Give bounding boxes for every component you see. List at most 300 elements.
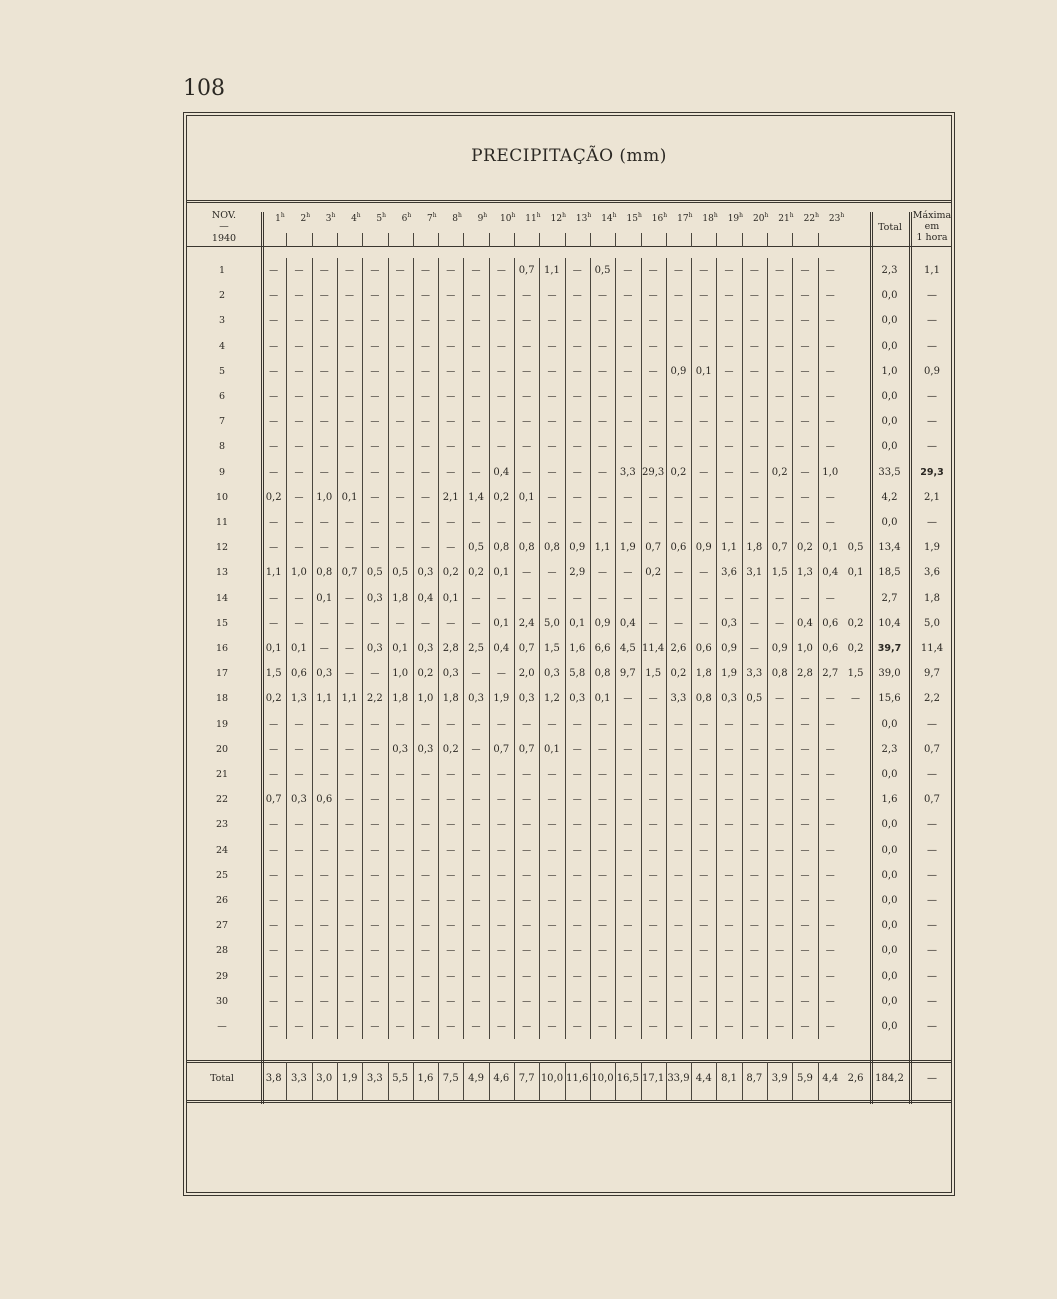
table-cell: — (775, 417, 785, 428)
table-cell: — (496, 971, 506, 982)
table-cell: — (522, 845, 532, 856)
totals-cell: 5,5 (392, 1073, 409, 1084)
table-cell: — (370, 669, 380, 680)
table-cell: — (547, 366, 557, 377)
table-cell: — (496, 366, 506, 377)
table-cell: — (446, 417, 456, 428)
table-cell: — (648, 921, 658, 932)
table-cell: — (395, 442, 405, 453)
table-cell: — (547, 417, 557, 428)
table-cell: 1,9 (619, 542, 636, 554)
table-cell: — (825, 870, 835, 881)
row-total: 2,7 (881, 592, 898, 604)
hour-header: 8$^h$ (452, 212, 462, 224)
table-cell: — (825, 946, 835, 957)
table-cell: — (825, 744, 835, 755)
table-cell: — (749, 770, 759, 780)
table-cell: — (749, 845, 759, 856)
table-cell: — (269, 618, 279, 629)
table-cell: — (269, 744, 279, 755)
table-cell: — (522, 921, 532, 932)
table-cell: — (623, 996, 633, 1007)
table-cell: — (749, 1022, 759, 1032)
row-total: 0,0 (881, 391, 898, 402)
table-cell: 1,4 (468, 491, 484, 503)
table-cell: — (572, 316, 582, 327)
table-cell: — (775, 845, 785, 856)
table-cell: — (294, 845, 304, 856)
table-cell: — (648, 845, 658, 856)
row-max: — (927, 315, 937, 327)
table-cell: — (471, 442, 481, 453)
table-cell: — (673, 291, 683, 302)
table-cell: — (623, 442, 633, 453)
table-cell: 5,8 (569, 668, 586, 680)
grand-total: 184,2 (875, 1073, 904, 1084)
table-cell: — (699, 744, 709, 755)
table-cell: — (471, 669, 481, 680)
table-cell: 0,3 (721, 617, 737, 629)
table-cell: — (269, 417, 279, 428)
table-cell: — (471, 845, 481, 856)
table-cell: 0,1 (341, 491, 358, 503)
table-cell: — (446, 770, 456, 780)
table-cell: — (471, 870, 481, 881)
table-cell: — (269, 845, 279, 856)
hour-header: 11$^h$ (525, 212, 541, 224)
table-cell: — (800, 795, 810, 806)
table-cell: 0,2 (417, 668, 434, 680)
table-cell: — (420, 392, 430, 402)
totals-max: — (927, 1073, 937, 1084)
totals-cell: 2,6 (847, 1073, 864, 1084)
table-cell: — (471, 896, 481, 906)
table-cell: 0,6 (695, 643, 712, 654)
table-cell: 1,0 (290, 567, 307, 579)
table-cell: — (269, 896, 279, 906)
totals-cell: 3,0 (316, 1073, 333, 1084)
table-cell: — (319, 744, 329, 755)
table-cell: — (623, 770, 633, 780)
hour-header: 14$^h$ (601, 212, 617, 224)
table-cell: — (775, 946, 785, 957)
table-cell: — (319, 896, 329, 906)
table-cell: 0,2 (670, 668, 687, 680)
row-day-label: 13 (215, 567, 229, 579)
table-cell: — (775, 392, 785, 402)
table-cell: — (648, 996, 658, 1007)
table-cell: — (269, 820, 279, 831)
table-cell: 0,5 (366, 567, 383, 579)
row-max: 11,4 (920, 643, 944, 654)
table-cell: — (294, 417, 304, 428)
table-cell: — (496, 669, 506, 680)
row-day-label: 27 (215, 920, 229, 932)
empty-footer-box (187, 1118, 951, 1192)
table-cell: — (825, 366, 835, 377)
table-cell: — (724, 845, 734, 856)
table-cell: 0,2 (442, 743, 459, 755)
table-cell: 1,8 (392, 592, 409, 604)
table-cell: — (522, 770, 532, 780)
table-cell: — (724, 971, 734, 982)
table-cell: 2,0 (518, 668, 535, 680)
table-cell: 6,6 (594, 643, 611, 654)
table-cell: — (319, 770, 329, 780)
table-cell: 0,3 (316, 668, 333, 680)
table-cell: — (775, 366, 785, 377)
table-cell: — (395, 316, 405, 327)
table-cell: — (547, 719, 557, 730)
table-cell: — (648, 820, 658, 831)
row-day-label: 2 (218, 290, 226, 302)
row-total: 10,4 (878, 617, 901, 629)
table-cell: — (522, 291, 532, 302)
table-cell: — (496, 820, 506, 831)
row-max: — (927, 819, 937, 831)
table-cell: — (775, 770, 785, 780)
row-total: 0,0 (881, 945, 898, 957)
table-cell: — (370, 971, 380, 982)
table-cell: — (547, 870, 557, 881)
table-cell: 2,6 (670, 643, 687, 654)
table-cell: 0,4 (796, 617, 813, 629)
table-cell: — (648, 618, 658, 629)
row-max: — (927, 920, 937, 932)
table-cell: — (294, 291, 304, 302)
table-cell: — (345, 770, 355, 780)
totals-cell: 10,0 (591, 1073, 614, 1084)
table-cell: 4,5 (619, 643, 636, 654)
table-cell: — (648, 694, 658, 705)
table-cell: — (294, 543, 304, 554)
table-cell: — (775, 593, 785, 604)
hour-tick (818, 233, 819, 247)
table-cell: — (420, 946, 430, 957)
row-max: — (927, 441, 937, 453)
table-cell: — (825, 417, 835, 428)
table-cell: 1,1 (341, 693, 358, 705)
table-cell: — (370, 366, 380, 377)
table-cell: — (471, 366, 481, 377)
row-max: — (927, 869, 937, 881)
table-cell: — (673, 744, 683, 755)
table-cell: — (395, 366, 405, 377)
table-cell: — (370, 870, 380, 881)
table-cell: — (699, 971, 709, 982)
table-cell: — (800, 820, 810, 831)
table-cell: — (547, 770, 557, 780)
table-cell: — (749, 492, 759, 503)
table-cell: — (598, 744, 608, 755)
table-cell: — (345, 467, 355, 478)
table-cell: — (420, 971, 430, 982)
table-cell: 0,8 (543, 542, 560, 554)
table-cell: — (648, 593, 658, 604)
table-cell: — (749, 518, 759, 528)
table-cell: — (522, 366, 532, 377)
table-cell: — (572, 291, 582, 302)
table-cell: — (598, 417, 608, 428)
table-cell: — (522, 719, 532, 730)
table-cell: 3,1 (746, 567, 763, 579)
table-cell: — (345, 593, 355, 604)
table-cell: — (294, 618, 304, 629)
hour-tick (438, 233, 439, 247)
table-cell: — (496, 795, 506, 806)
table-cell: — (749, 820, 759, 831)
table-cell: — (345, 971, 355, 982)
table-cell: 0,9 (771, 643, 788, 654)
table-cell: 0,3 (468, 693, 484, 705)
table-cell: — (496, 921, 506, 932)
row-day-label: 24 (215, 844, 229, 856)
table-cell: — (623, 795, 633, 806)
table-cell: — (775, 694, 785, 705)
totals-cell: 3,3 (366, 1073, 383, 1084)
table-cell: — (724, 896, 734, 906)
table-cell: — (345, 518, 355, 528)
table-cell: — (522, 820, 532, 831)
table-cell: 0,1 (493, 617, 510, 629)
table-cell: — (598, 770, 608, 780)
row-total: 33,5 (878, 466, 901, 478)
table-cell: 0,2 (771, 466, 788, 478)
row-max: — (927, 391, 937, 402)
row-day-label: 29 (215, 970, 229, 982)
totals-cell: 11,6 (566, 1073, 589, 1084)
table-cell: — (673, 593, 683, 604)
table-cell: 1,3 (796, 567, 813, 579)
table-cell: 2,9 (569, 567, 586, 579)
table-cell: — (825, 896, 835, 906)
table-cell: — (800, 316, 810, 327)
table-cell: — (673, 568, 683, 579)
row-max: — (927, 340, 937, 352)
table-cell: — (673, 921, 683, 932)
table-cell: — (370, 845, 380, 856)
table-cell: — (749, 996, 759, 1007)
table-cell: — (471, 719, 481, 730)
table-cell: — (269, 1022, 279, 1032)
table-cell: 1,0 (822, 466, 839, 478)
row-day-label: 18 (215, 693, 229, 705)
table-cell: — (420, 316, 430, 327)
table-cell: — (269, 996, 279, 1007)
table-cell: — (395, 845, 405, 856)
table-cell: — (547, 896, 557, 906)
table-cell: 0,3 (417, 643, 434, 654)
table-cell: — (598, 845, 608, 856)
table-cell: — (598, 996, 608, 1007)
table-cell: — (370, 518, 380, 528)
table-cell: 1,0 (796, 643, 813, 654)
table-cell: — (294, 770, 304, 780)
table-cell: — (749, 744, 759, 755)
table-cell: — (673, 946, 683, 957)
table-cell: — (825, 770, 835, 780)
table-cell: — (496, 896, 506, 906)
table-cell: — (420, 719, 430, 730)
table-cell: — (319, 971, 329, 982)
hour-tick (615, 233, 616, 247)
table-cell: — (471, 1022, 481, 1032)
table-cell: — (673, 845, 683, 856)
table-cell: 0,3 (569, 693, 586, 705)
table-cell: — (471, 744, 481, 755)
hour-header: 10$^h$ (500, 212, 516, 224)
table-cell: — (471, 618, 481, 629)
table-cell: — (319, 870, 329, 881)
row-day-label: 23 (215, 819, 229, 831)
table-cell: — (420, 845, 430, 856)
row-total: 0,0 (881, 517, 898, 528)
table-cell: — (572, 795, 582, 806)
table-cell: — (522, 971, 532, 982)
table-cell: 0,5 (392, 567, 409, 579)
table-cell: — (699, 845, 709, 856)
table-cell: — (724, 719, 734, 730)
hour-header: 2$^h$ (300, 212, 311, 224)
table-cell: — (623, 492, 633, 503)
table-cell: — (623, 946, 633, 957)
totals-cell: 5,9 (796, 1073, 813, 1084)
table-cell: — (775, 921, 785, 932)
table-cell: 1,8 (442, 693, 459, 705)
row-day-label: 21 (215, 769, 229, 780)
table-cell: — (825, 392, 835, 402)
table-cell: — (319, 1022, 329, 1032)
table-cell: 2,5 (468, 643, 484, 654)
table-cell: — (623, 568, 633, 579)
row-total: 0,0 (881, 819, 898, 831)
table-cell: — (446, 719, 456, 730)
page-number: 108 (183, 76, 225, 101)
row-total: 39,0 (878, 668, 901, 680)
row-total: 0,0 (881, 970, 898, 982)
table-cell: — (370, 744, 380, 755)
table-cell: — (598, 896, 608, 906)
row-max: — (927, 718, 937, 730)
table-cell: — (446, 392, 456, 402)
table-cell: — (673, 618, 683, 629)
table-cell: 2,7 (822, 668, 839, 680)
hour-header: 6$^h$ (401, 212, 412, 224)
table-cell: 0,5 (468, 542, 484, 554)
title-divider (187, 200, 951, 203)
table-cell: — (522, 316, 532, 327)
row-total: 0,0 (881, 995, 898, 1007)
table-cell: — (294, 316, 304, 327)
table-cell: — (572, 921, 582, 932)
table-cell: — (623, 744, 633, 755)
table-cell: 0,4 (417, 592, 434, 604)
table-cell: 0,3 (366, 643, 383, 654)
table-cell: — (471, 770, 481, 780)
table-cell: 0,7 (518, 743, 535, 755)
table-cell: — (648, 442, 658, 453)
hour-tick (539, 233, 540, 247)
table-cell: 0,5 (746, 693, 763, 705)
table-cell: — (345, 719, 355, 730)
table-cell: — (724, 518, 734, 528)
totals-cell: 1,6 (417, 1073, 434, 1084)
table-cell: — (825, 518, 835, 528)
table-cell: — (598, 518, 608, 528)
table-cell: — (345, 795, 355, 806)
table-cell: — (522, 870, 532, 881)
table-cell: — (749, 971, 759, 982)
table-cell: — (420, 518, 430, 528)
table-cell: — (345, 417, 355, 428)
row-day-label: 30 (215, 995, 229, 1007)
table-cell: 0,3 (366, 592, 383, 604)
table-cell: 0,2 (265, 491, 282, 503)
table-cell: — (345, 618, 355, 629)
table-cell: 0,5 (594, 265, 611, 276)
table-cell: — (775, 820, 785, 831)
table-cell: — (370, 946, 380, 957)
table-cell: — (800, 392, 810, 402)
table-cell: 0,7 (518, 643, 535, 654)
row-total: 0,0 (881, 895, 898, 906)
table-cell: 0,8 (316, 567, 333, 579)
hour-tick (413, 233, 414, 247)
row-max: — (927, 945, 937, 957)
table-cell: 1,5 (771, 567, 788, 579)
table-cell: — (345, 543, 355, 554)
table-cell: 1,1 (594, 542, 611, 554)
table-cell: — (673, 770, 683, 780)
row-total: 2,3 (881, 743, 898, 755)
table-cell: — (420, 366, 430, 377)
table-cell: — (345, 392, 355, 402)
table-cell: — (370, 770, 380, 780)
table-cell: — (319, 946, 329, 957)
table-cell: — (775, 719, 785, 730)
table-title: PRECIPITAÇÃO (mm) (471, 146, 667, 166)
table-cell: — (775, 896, 785, 906)
row-total: 0,0 (881, 844, 898, 856)
hour-header: 13$^h$ (575, 212, 592, 224)
hour-header: 23$^h$ (828, 212, 845, 224)
table-cell: — (395, 266, 405, 276)
row-total: 0,0 (881, 290, 898, 302)
table-cell: — (269, 266, 279, 276)
table-cell: — (724, 795, 734, 806)
table-cell: — (395, 492, 405, 503)
table-cell: — (294, 820, 304, 831)
table-cell: — (572, 442, 582, 453)
row-day-label: 11 (215, 517, 229, 528)
totals-cell: 3,3 (290, 1073, 307, 1084)
totals-cell: 3,8 (265, 1073, 282, 1084)
table-cell: — (825, 341, 835, 352)
table-cell: — (673, 417, 683, 428)
table-cell: — (370, 719, 380, 730)
table-cell: — (724, 291, 734, 302)
table-cell: — (749, 921, 759, 932)
row-max: 1,8 (924, 592, 940, 604)
table-cell: — (370, 492, 380, 503)
table-cell: — (648, 770, 658, 780)
table-cell: — (420, 770, 430, 780)
table-cell: — (547, 467, 557, 478)
row-max: — (927, 416, 937, 428)
table-cell: — (699, 719, 709, 730)
totals-cell: 4,4 (822, 1073, 839, 1084)
table-cell: 0,6 (316, 794, 333, 806)
